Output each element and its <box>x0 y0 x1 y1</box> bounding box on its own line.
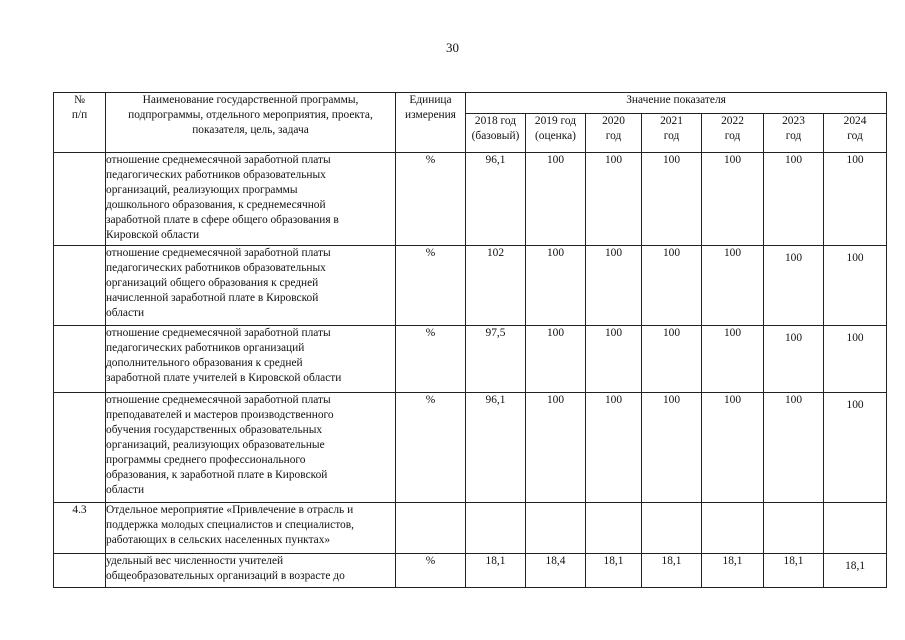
value-2019: 100 <box>526 246 586 326</box>
name-line: обучения государственных образовательных <box>106 424 323 436</box>
header-text: (базовый) <box>471 130 520 142</box>
unit-cell: % <box>396 153 466 246</box>
name-line: организаций, реализующих программы <box>106 184 298 196</box>
indicator-table <box>53 92 887 588</box>
value-2018: 96,1 <box>466 393 526 503</box>
header-year-2019 <box>526 114 586 153</box>
value-2021 <box>642 503 702 554</box>
name-line: Кировской области <box>106 229 200 241</box>
name-line: педагогических работников образовательных <box>106 262 326 274</box>
header-text: 2018 год <box>474 115 517 127</box>
value-2021: 100 <box>642 246 702 326</box>
header-year-2018 <box>466 114 526 153</box>
indicator-name <box>106 393 396 503</box>
value-2022: 100 <box>702 153 764 246</box>
value-2020: 100 <box>586 326 642 393</box>
value-2023: 100 <box>764 326 824 393</box>
value-2022 <box>702 503 764 554</box>
indicator-name <box>106 153 396 246</box>
name-line: педагогических работников организаций <box>106 342 305 354</box>
header-year-2023 <box>764 114 824 153</box>
indicator-name <box>106 326 396 393</box>
value-2023: 100 <box>764 393 824 503</box>
indicator-name <box>106 503 396 554</box>
value-2024: 100 <box>824 393 887 503</box>
name-line: поддержка молодых специалистов и специалистов, <box>106 519 354 531</box>
header-year-2021 <box>642 114 702 153</box>
name-line: области <box>106 307 145 319</box>
header-text: № <box>74 94 85 106</box>
value-2019: 18,4 <box>526 554 586 588</box>
table-row <box>54 554 887 588</box>
header-text: год <box>724 130 741 142</box>
header-name <box>106 93 396 153</box>
header-text: год <box>847 130 863 142</box>
name-line: преподавателей и мастеров производственного <box>106 409 334 421</box>
value-2019: 100 <box>526 326 586 393</box>
unit-cell: % <box>396 326 466 393</box>
unit-cell: % <box>396 393 466 503</box>
value-2020: 18,1 <box>586 554 642 588</box>
header-text: 2020 <box>602 115 625 127</box>
value-2024: 100 <box>824 326 887 393</box>
value-2024: 100 <box>824 153 887 246</box>
header-text: 2024 <box>843 115 867 127</box>
row-number <box>54 153 106 246</box>
value-2020: 100 <box>586 246 642 326</box>
name-line: педагогических работников образовательных <box>106 169 326 181</box>
value-2018 <box>466 503 526 554</box>
header-unit <box>396 93 466 153</box>
indicator-name <box>106 554 396 588</box>
row-number: 4.3 <box>54 503 106 554</box>
value-2023: 18,1 <box>764 554 824 588</box>
value-2018: 18,1 <box>466 554 526 588</box>
header-text: 2021 <box>660 115 683 127</box>
unit-cell <box>396 503 466 554</box>
unit-cell: % <box>396 554 466 588</box>
name-line: отношение среднемесячной заработной платы <box>106 154 331 166</box>
value-2024 <box>824 503 887 554</box>
name-line: Отдельное мероприятие «Привлечение в отрасль и <box>106 504 354 516</box>
name-line: организаций общего образования к средней <box>106 277 319 289</box>
value-2022: 100 <box>702 393 764 503</box>
name-line: отношение среднемесячной заработной платы <box>106 394 331 406</box>
row-number <box>54 393 106 503</box>
header-text: год <box>785 130 802 142</box>
row-number <box>54 246 106 326</box>
header-text: п/п <box>71 109 88 121</box>
value-2023 <box>764 503 824 554</box>
value-2023: 100 <box>764 153 824 246</box>
header-text: показателя, цель, задача <box>192 124 309 136</box>
table-row <box>54 246 887 326</box>
indicator-name <box>106 246 396 326</box>
value-2018: 97,5 <box>466 326 526 393</box>
name-line: области <box>106 484 145 496</box>
table-row <box>54 153 887 246</box>
header-text: Единица <box>409 94 452 106</box>
value-2018: 96,1 <box>466 153 526 246</box>
header-text: 2022 <box>721 115 744 127</box>
table-row <box>54 326 887 393</box>
page-number: 30 <box>446 40 459 55</box>
name-line: заработной плате учителей в Кировской области <box>106 372 342 384</box>
name-line: работающих в сельских населенных пунктах» <box>106 534 331 546</box>
value-2020: 100 <box>586 393 642 503</box>
header-values-group: Значение показателя <box>466 93 887 114</box>
header-text: измерения <box>405 109 456 121</box>
value-2021: 18,1 <box>642 554 702 588</box>
header-text: год <box>605 130 622 142</box>
name-line: отношение среднемесячной заработной платы <box>106 247 331 259</box>
value-2022: 100 <box>702 246 764 326</box>
value-2024: 18,1 <box>824 554 887 588</box>
value-2023: 100 <box>764 246 824 326</box>
name-line: дошкольного образования, к среднемесячной <box>106 199 326 211</box>
value-2022: 100 <box>702 326 764 393</box>
header-year-2024 <box>824 114 887 153</box>
header-year-2020 <box>586 114 642 153</box>
table-row <box>54 393 887 503</box>
row-number <box>54 554 106 588</box>
header-text: 2019 год <box>534 115 577 127</box>
value-2022: 18,1 <box>702 554 764 588</box>
name-line: заработной плате в сфере общего образования в <box>106 214 339 226</box>
row-number <box>54 326 106 393</box>
header-text: Наименование государственной программы, <box>142 94 359 106</box>
value-2020 <box>586 503 642 554</box>
value-2019 <box>526 503 586 554</box>
header-text: подпрограммы, отдельного мероприятия, проекта, <box>128 109 373 121</box>
name-line: начисленной заработной плате в Кировской <box>106 292 319 304</box>
header-text: 2023 <box>782 115 805 127</box>
name-line: образования, к заработной плате в Кировской <box>106 469 328 481</box>
header-text: (оценка) <box>535 130 576 142</box>
header-row-top <box>54 93 887 114</box>
value-2024: 100 <box>824 246 887 326</box>
name-line: организаций, реализующих образовательные <box>106 439 325 451</box>
name-line: удельный вес численности учителей <box>106 555 284 567</box>
value-2021: 100 <box>642 393 702 503</box>
value-2019: 100 <box>526 393 586 503</box>
value-2019: 100 <box>526 153 586 246</box>
unit-cell: % <box>396 246 466 326</box>
name-line: дополнительного образования к средней <box>106 357 303 369</box>
name-line: программы среднего профессионального <box>106 454 306 466</box>
value-2021: 100 <box>642 326 702 393</box>
value-2021: 100 <box>642 153 702 246</box>
value-2020: 100 <box>586 153 642 246</box>
name-line: отношение среднемесячной заработной платы <box>106 327 331 339</box>
value-2018: 102 <box>466 246 526 326</box>
table-row <box>54 503 887 554</box>
header-num <box>54 93 106 153</box>
header-text: год <box>663 130 680 142</box>
header-year-2022 <box>702 114 764 153</box>
name-line: общеобразовательных организаций в возрасте до <box>106 570 345 582</box>
